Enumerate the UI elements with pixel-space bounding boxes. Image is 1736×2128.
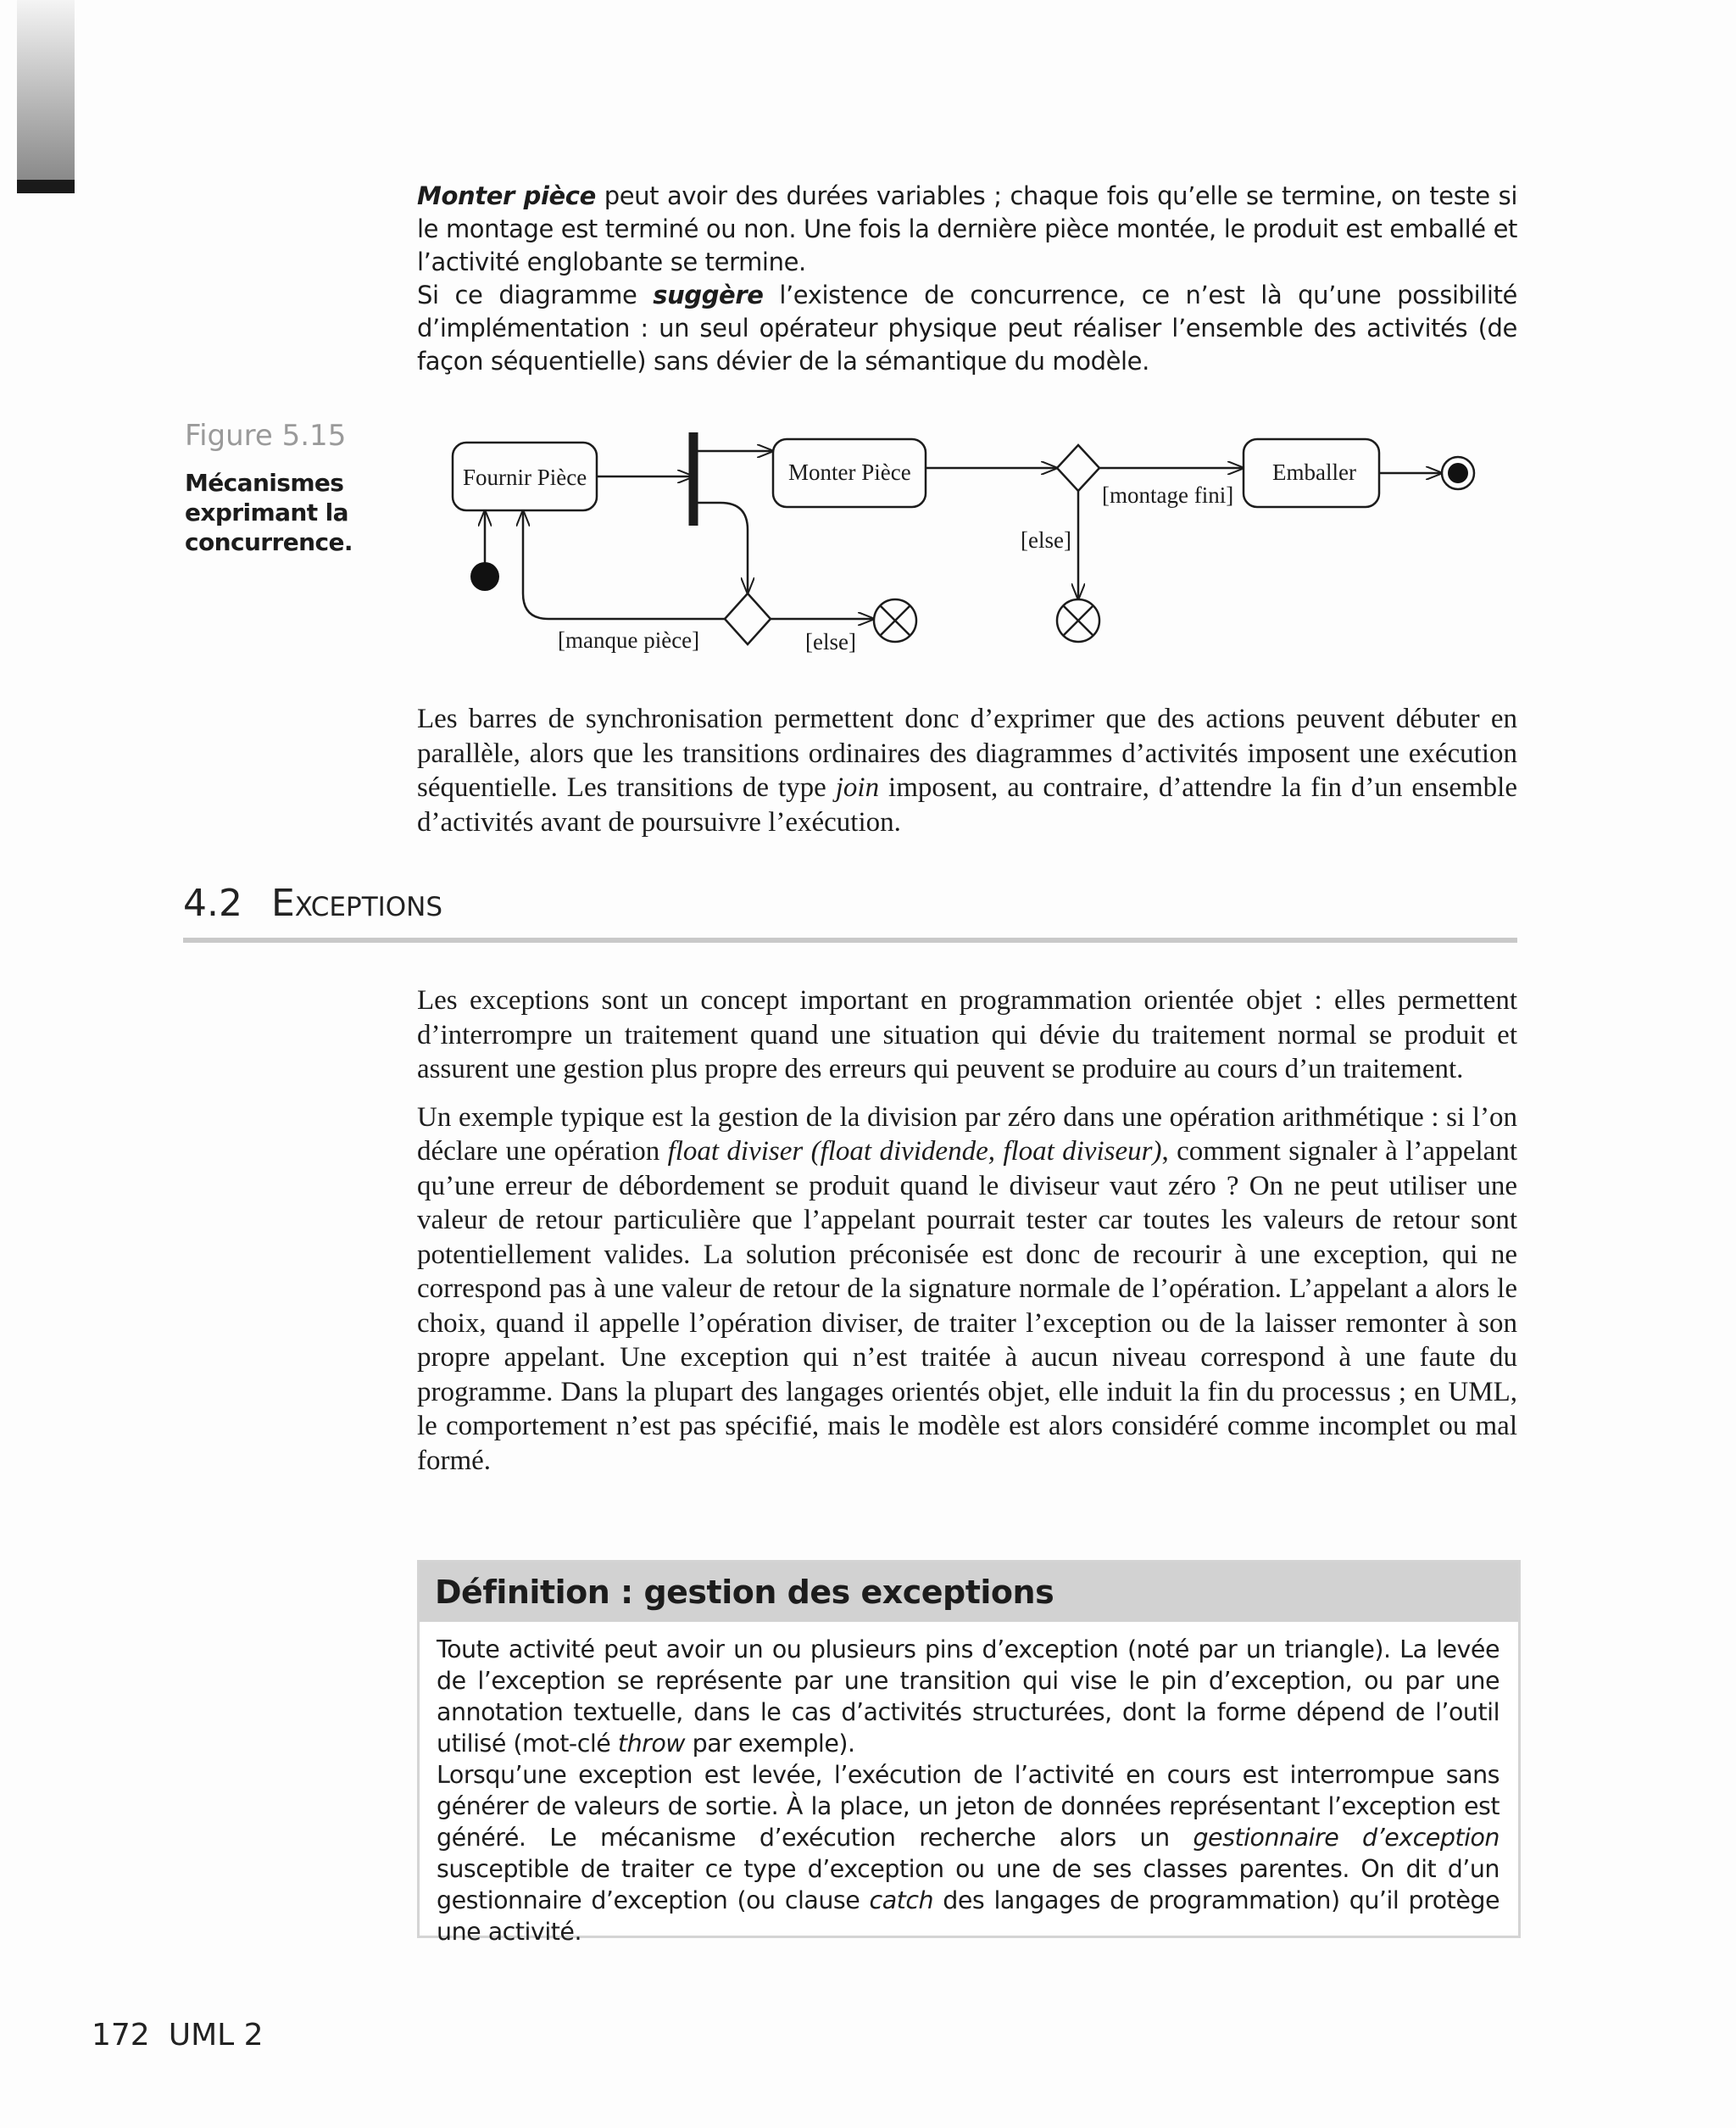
section-heading (183, 882, 442, 925)
exceptions-paragraph-2: Un exemple typique est la gestion de la division par zéro dans une opération arithmétique : si l’on déclare une opération float diviser (float dividende, float diviseur), comment signaler à l’appelant qu’une erreur de débordement se produit quand le diviseur vaut zéro ? On ne peut utiliser une valeur de retour particulière que l’appelant pourrait tester car toutes les valeurs de retour sont potentiellement valides. La solution préconisée est donc de recourir à une exception, qui ne correspond pas à une valeur de retour de la signature normale de l’opération. L’appelant a alors le choix, quand il appelle l’opération diviser, de traiter l’exception ou de la laisser remonter à son propre appelant. Une exception qui n’est traitée à aucun niveau correspond à une faute du programme. Dans la plupart des langages orientés objet, elle induit la fin du processus ; en UML, le comportement n’est pas spécifié, mais le modèle est alors considéré comme incomplet ou mal formé. (417, 1101, 1518, 1476)
activity-final-dot (1448, 463, 1468, 483)
edge-merge-fournir (523, 510, 725, 619)
section-title: Exceptions (270, 882, 443, 925)
page-edge-marker (17, 180, 75, 193)
page-footer (92, 2018, 264, 2053)
book-title: UML 2 (168, 2018, 264, 2053)
guard-manque-piece: [manque pièce] (558, 627, 700, 653)
definition-paragraph-2: Lorsqu’une exception est levée, l’exécution de l’activité en cours est interrompue sans générer de valeurs de sortie. À la place, un jeton de données représentant l’exception est généré. Le mécanisme d’exécution recherche alors un gestionnaire d’exception susceptible de traiter ce type d’exception ou une de ses classes parentes. On dit d’un gestionnaire d’exception (ou clause catch des langages de programmation) qu’il protège une activité. (437, 1761, 1500, 1946)
definition-paragraph-1: Toute activité peut avoir un ou plusieurs pins d’exception (noté par un triangle). La levée de l’exception se représente par une transition qui vise le pin d’exception, ou par une annotation textuelle, dans le cas d’activités structurées, dont la forme dépend de l’outil utilisé (mot-clé throw par exemple). (437, 1635, 1500, 1758)
guard-else-top: [else] (1021, 527, 1071, 553)
section-rule (183, 938, 1517, 943)
flow-final-left (874, 599, 916, 642)
edge-fork-merge (693, 503, 748, 593)
page-number: 172 (92, 2018, 150, 2053)
initial-node (470, 562, 499, 591)
guard-else-bottom: [else] (805, 629, 856, 655)
definition-box (417, 1560, 1521, 1946)
merge-decision (725, 593, 771, 644)
label-emballer: Emballer (1272, 460, 1356, 485)
label-fournir-piece: Fournir Pièce (463, 465, 587, 490)
section-number: 4.2 (183, 882, 242, 925)
definition-content (420, 1622, 1518, 1947)
flow-final-right (1057, 599, 1099, 642)
exceptions-text (417, 983, 1517, 1478)
page-edge-tab (17, 0, 75, 180)
intro-text (417, 180, 1517, 378)
activity-diagram (417, 415, 1519, 670)
intro-paragraph-2: Si ce diagramme suggère l’existence de concurrence, ce n’est là qu’une possibilité d’implémentation : un seul opérateur physique peut réaliser l’ensemble des activités (de façon séquentielle) sans dévier de la sémantique du modèle. (417, 281, 1517, 376)
definition-title: Définition : gestion des exceptions (420, 1563, 1518, 1622)
figure-number: Figure 5.15 (185, 419, 347, 453)
label-monter-piece: Monter Pièce (788, 460, 911, 485)
guard-montage-fini: [montage fini] (1102, 482, 1234, 508)
intro-paragraph-1: Monter pièce peut avoir des durées variables ; chaque fois qu’elle se termine, on teste si le montage est terminé ou non. Une fois la dernière pièce montée, le produit est emballé et l’activité englobante se termine. (417, 181, 1517, 276)
montage-decision (1057, 445, 1099, 491)
figure-caption: Mécanismes exprimant la concurrence. (185, 469, 353, 556)
exceptions-paragraph-1: Les exceptions sont un concept important en programmation orientée objet : elles permettent d’interrompre un traitement quand une situation qui dévie du traitement normal se produit et assurent une gestion plus propre des erreurs qui peuvent se produire au cours d’un traitement. (417, 985, 1517, 1084)
sync-bars-paragraph: Les barres de synchronisation permettent donc d’exprimer que des actions peuvent débuter en parallèle, alors que les transitions ordinaires des diagrammes d’activités imposent une exécution séquentielle. Les transitions de type join imposent, au contraire, d’attendre la fin d’un ensemble d’activités avant de poursuivre l’exécution. (417, 704, 1517, 838)
